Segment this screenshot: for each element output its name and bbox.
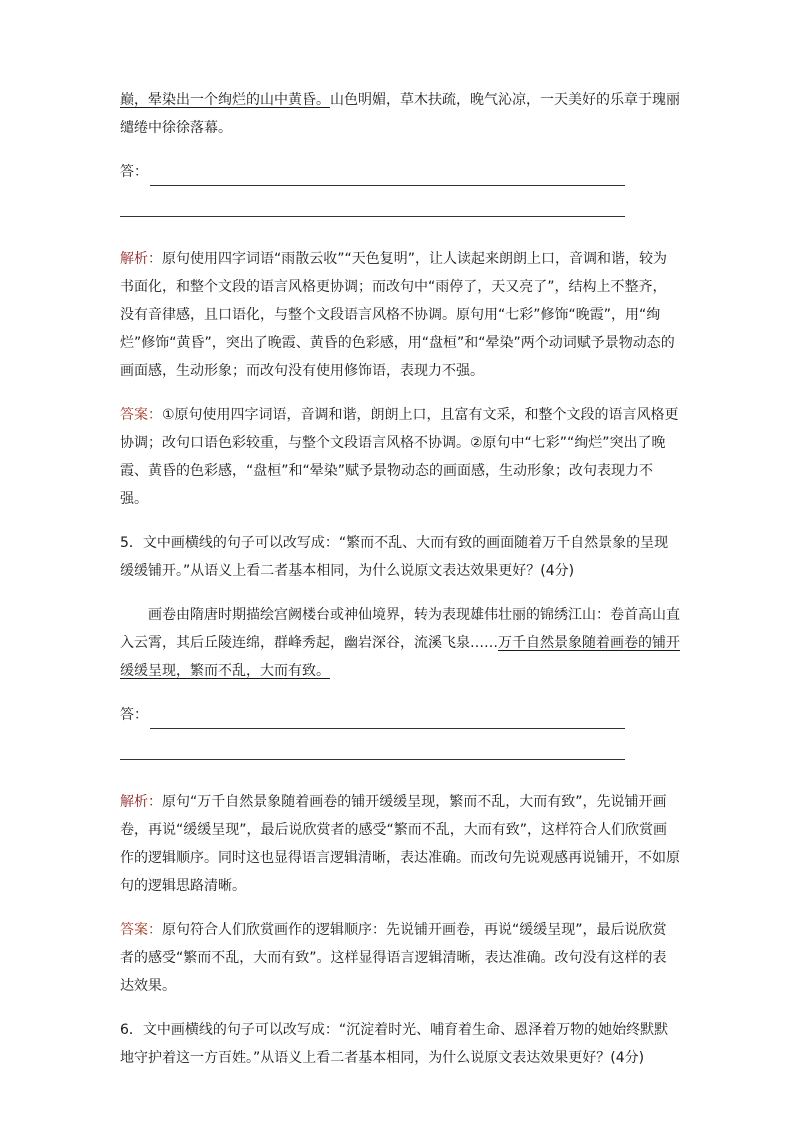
- answer-label: 答：: [120, 164, 148, 180]
- answer-area-1: [120, 158, 625, 217]
- question-6: 6．文中画横线的句子可以改写成：“沉淀着时光、哺育着生命、恩泽着万物的她始终默默地守护着这一方百姓。”从语义上看二者基本相同，为什么说原文表达效果更好？(4分): [120, 1022, 669, 1066]
- analysis-label: 解析：: [120, 251, 162, 267]
- answer-key-text: ①原句使用四字词语，音调和谐，朗朗上口，且富有文采，和整个文段的语言风格更协调；改句口语色彩较重，与整个文段语言风格不协调。②原句中“七彩”“绚烂”突出了晚霞、黄昏的色彩感，“盘桓”和“晕染”赋予景物动态的画面感，生动形象；改句表现力不强。: [120, 407, 679, 507]
- answer-blank[interactable]: [150, 165, 625, 186]
- analysis-text: 原句“万千自然景象随着画卷的铺开缓缓呈现，繁而不乱，大而有致”，先说铺开画卷，再说“缓缓呈现”，最后说欣赏者的感受“繁而不乱，大而有致”，这样符合人们欣赏画作的逻辑顺序。同时这也显得语言逻辑清晰，表达准确。而改句先说观感再说铺开，不如原句的逻辑思路清晰。: [120, 794, 680, 894]
- answer-blank-2[interactable]: [120, 196, 625, 217]
- intro-underlined-text: 巅，晕染出一个绚烂的山中黄昏。: [120, 92, 330, 108]
- question-5: 5．文中画横线的句子可以改写成：“繁而不乱、大而有致的画面随着万千自然景象的呈现缓缓铺开。”从语义上看二者基本相同，为什么说原文表达效果更好？(4分): [120, 535, 669, 579]
- answer-key-text: 原句符合人们欣赏画作的逻辑顺序：先说铺开画卷，再说“缓缓呈现”，最后说欣赏者的感受“繁而不乱，大而有致”。这样显得语言逻辑清晰，表达准确。改句没有这样的表达效果。: [120, 922, 667, 994]
- answer-area-2: [120, 701, 625, 760]
- analysis-4: [120, 245, 680, 385]
- answer-key-label: 答案：: [120, 407, 162, 423]
- analysis-5: [120, 788, 680, 900]
- answer-line: [120, 158, 625, 186]
- answer-label: 答：: [120, 707, 148, 723]
- answer-key-4: [120, 401, 680, 513]
- analysis-label: 解析：: [120, 794, 162, 810]
- intro-text: 山色明媚，草木扶疏，晚气沁凉，一天美好的乐章于瑰丽缱绻中徐徐落幕。: [120, 92, 680, 136]
- answer-line: [120, 701, 625, 729]
- answer-blank-2[interactable]: [120, 739, 625, 760]
- passage-underlined-text: 万千自然景象随着画卷的铺开缓缓呈现，繁而不乱，大而有致。: [120, 635, 680, 679]
- analysis-text: 原句使用四字词语“雨散云收”“天色复明”，让人读起来朗朗上口，音调和谐，较为书面化，和整个文段的语言风格更协调；而改句中“雨停了，天又亮了”，结构上不整齐，没有音律感，且口语化，与整个文段语言风格不协调。原句用“七彩”修饰“晚霞”，用“绚烂”修饰“黄昏”，突出了晚霞、黄昏的色彩感，用“盘桓”和“晕染”两个动词赋予景物动态的画面感，生动形象；而改句没有使用修饰语，表现力不强。: [120, 251, 675, 379]
- answer-blank[interactable]: [150, 708, 625, 729]
- intro-paragraph: [120, 86, 680, 142]
- passage-5: [120, 601, 680, 685]
- answer-key-label: 答案：: [120, 922, 162, 938]
- passage-text: 画卷由隋唐时期描绘宫阙楼台或神仙境界，转为表现雄伟壮丽的锦绣江山：卷首高山直入云霄，其后丘陵连绵，群峰秀起，幽岩深谷，流溪飞泉……: [120, 607, 680, 651]
- document-page: [120, 86, 680, 1088]
- answer-key-5: [120, 916, 680, 1000]
